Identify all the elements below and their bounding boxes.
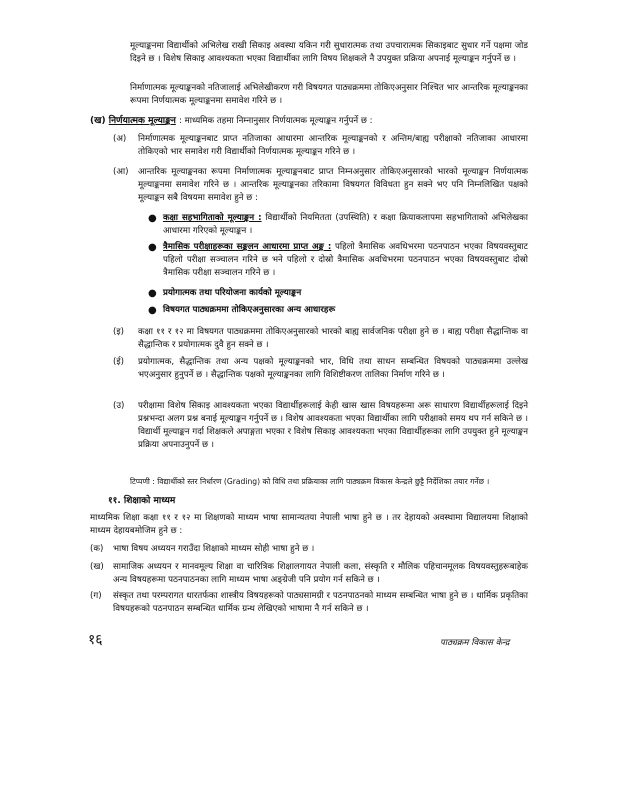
section-11-heading: ११. शिक्षाको माध्यम <box>108 496 176 506</box>
paragraph-top-1: मूल्याङ्कनमा विद्यार्थीको अभिलेख राखी सिकाइ अवस्था यकिन गरी सुधारात्मक तथा उपचारात्मक सिकाइबाट सुधार गर्ने पक्षमा जोड दिइने छ । विशेष सिकाइ आवश्यकता भएका विद्यार्थीका लागि विषय शिक्षकले नै उपयुक्त प्रक्रिया अपनाई मूल्याङ्कन गर्नुपर्ने छ । <box>130 41 528 64</box>
section-11-intro: माध्यमिक शिक्षा कक्षा ११ र १२ मा शिक्षणको माध्यम भाषा सामान्यतया नेपाली भाषा हुने छ । तर देहायको अवस्थामा विद्यालयमा शिक्षाको माध्यम देहायबमोजिम हुने छ : <box>90 513 528 536</box>
item-aa-text: आन्तरिक मूल्याङ्कनका रूपमा निर्माणात्मक मूल्याङ्कनबाट प्राप्त निम्नअनुसार तोकिएअनुसारको भारको मूल्याङ्कन निर्णयात्मक मूल्याङ्कनमा समावेश गरिने छ । आन्तरिक मूल्याङ्कनका तरिकामा विषयगत विविधता हुन सक्ने भए पनि निम्नलिखित पक्षको मूल्याङ्कन सबै विषयमा समावेश हुने छ : <box>138 167 528 203</box>
bullet-4 <box>163 304 528 317</box>
bullet-3-title: प्रयोगात्मक तथा परियोजना कार्यको मूल्याङ्कन <box>163 288 302 298</box>
item-a-marker: (अ) <box>113 134 127 144</box>
bullet-dot: ● <box>148 305 157 316</box>
item-a-text: निर्माणात्मक मूल्याङ्कनबाट प्राप्त नतिजाका आधारमा आन्तरिक मूल्याङ्कनको र अन्तिम/बाह्य परीक्षाको नतिजाका आधारमा तोकिएको भार समावेश गरी विद्यार्थीको निर्णयात्मक मूल्याङ्कन गरिने छ । <box>138 134 528 157</box>
bullet-2-title: त्रैमासिक परीक्षाहरूका सङ्कलन आधारमा प्राप्त अङ्क : <box>163 242 332 252</box>
bullet-dot: ● <box>148 242 157 253</box>
item-ga-marker: (ग) <box>90 591 102 601</box>
bullet-3 <box>163 287 528 300</box>
item-kha-text: सामाजिक अध्ययन र मानवमूल्य शिक्षा वा चारित्रिक शिक्षालगायत नेपाली कला, संस्कृति र मौलिक पहिचानमूलक विषयवस्तुहरूबाहेक अन्य विषयहरूमा पठनपाठनका लागि माध्यम भाषा अङ्ग्रेजी पनि प्रयोग गर्न सकिने छ । <box>113 562 528 585</box>
item-i-marker: (इ) <box>113 327 124 337</box>
grading-note: टिप्पणी : विद्यार्थीको स्तर निर्धारण (Grading) को विधि तथा प्रक्रियाका लागि पाठ्यक्रम विकास केन्द्रले छुट्टै निर्देशिका तयार गर्नेछ । <box>130 476 490 486</box>
bullet-1-text: विद्यार्थीको नियमितता (उपस्थिति) र कक्षा क्रियाकलापमा सहभागिताको अभिलेखका आधारमा गरिएको मूल्याङ्कन । <box>163 213 528 236</box>
bullet-1 <box>163 212 528 238</box>
item-ii-text: प्रयोगात्मक, सैद्धान्तिक तथा अन्य पक्षको मूल्याङ्कनको भार, विधि तथा साधन सम्बन्धित विषयको पाठ्यक्रममा उल्लेख भएअनुसार हुनुपर्ने छ । सैद्धान्तिक पक्षको मूल्याङ्कनका लागि विशिष्टीकरण तालिका निर्माण गरिने छ । <box>138 357 528 380</box>
section-b-title: निर्णयात्मक मूल्याङ्कन <box>108 116 176 126</box>
item-ga-text: संस्कृत तथा परम्परागत धारतर्फका शास्त्रीय विषयहरूको पाठ्यसामग्री र पठनपाठनको माध्यम सम्बन्धित भाषा हुने छ । धार्मिक प्रकृतिका विषयहरूको पठनपाठन सम्बन्धित धार्मिक ग्रन्थ लेखिएको भाषामा नै गर्न सकिने छ । <box>113 591 528 614</box>
bullet-4-title: विषयगत पाठ्यक्रममा तोकिएअनुसारका अन्य आधारहरू <box>163 305 336 315</box>
item-ka-text: भाषा विषय अध्ययन गराउँदा शिक्षाको माध्यम सोही भाषा हुने छ । <box>113 544 315 554</box>
item-ii-marker: (ई) <box>113 357 124 367</box>
section-b-marker: (ख) <box>90 116 106 126</box>
item-aa-marker: (आ) <box>113 167 129 177</box>
section-b-intro: : माध्यमिक तहमा निम्नानुसार निर्णयात्मक मूल्याङ्कन गर्नुपर्ने छ : <box>178 116 373 126</box>
bullet-2 <box>163 241 528 280</box>
item-kha-marker: (ख) <box>90 562 104 572</box>
bullet-dot: ● <box>148 213 157 224</box>
publisher-footer: पाठ्यक्रम विकास केन्द्र <box>440 638 510 648</box>
bullet-1-title: कक्षा सहभागिताको मूल्याङ्कन : <box>163 213 262 223</box>
paragraph-top-2: निर्माणात्मक मूल्याङ्कनको नतिजालाई अभिलेखीकरण गरी विषयगत पाठ्यक्रममा तोकिएअनुसार निश्चित भार आन्तरिक मूल्याङ्कनका रूपमा निर्णयात्मक मूल्याङ्कनमा समावेश गरिने छ । <box>130 83 528 106</box>
item-ka-marker: (क) <box>90 544 104 554</box>
item-i-text: कक्षा ११ र १२ मा विषयगत पाठ्यक्रममा तोकिएअनुसारको भारको बाह्य सार्वजनिक परीक्षा हुने छ । बाह्य परीक्षा सैद्धान्तिक वा सैद्धान्तिक र प्रयोगात्मक दुवै हुन सक्ने छ । <box>138 327 528 350</box>
item-u-text: परीक्षामा विशेष सिकाइ आवश्यकता भएका विद्यार्थीहरूलाई केही खास खास विषयहरूमा अरू साधारण विद्यार्थीहरूलाई दिइने प्रश्नभन्दा अलग प्रश्न बनाई मूल्याङ्कन गर्नुपर्ने छ । विशेष आवश्यकता भएका विद्यार्थीका लागि परीक्षाको समय थप गर्न सकिने छ । विद्यार्थी मूल्याङ्कन गर्दा शिक्षकले अपाङ्गता भएका र विशेष सिकाइ आवश्यकता भएका विद्यार्थीहरूका लागि उपयुक्त हुने मूल्याङ्कन प्रक्रिया अपनाउनुपर्ने छ । <box>138 401 528 450</box>
page-number: १६ <box>88 632 103 648</box>
section-b-heading <box>90 115 530 128</box>
bullet-dot: ● <box>148 288 157 299</box>
bullet-2-text: पहिलो त्रैमासिक अवधिभरमा पठनपाठन भएका विषयवस्तुबाट पहिलो परीक्षा सञ्चालन गरिने छ भने पहिलो र दोस्रो त्रैमासिक अवधिभरमा पठनपाठन भएका विषयवस्तुबाट दोस्रो त्रैमासिक परीक्षा सञ्चालन गरिने छ । <box>163 242 528 278</box>
item-u-marker: (उ) <box>113 401 125 411</box>
